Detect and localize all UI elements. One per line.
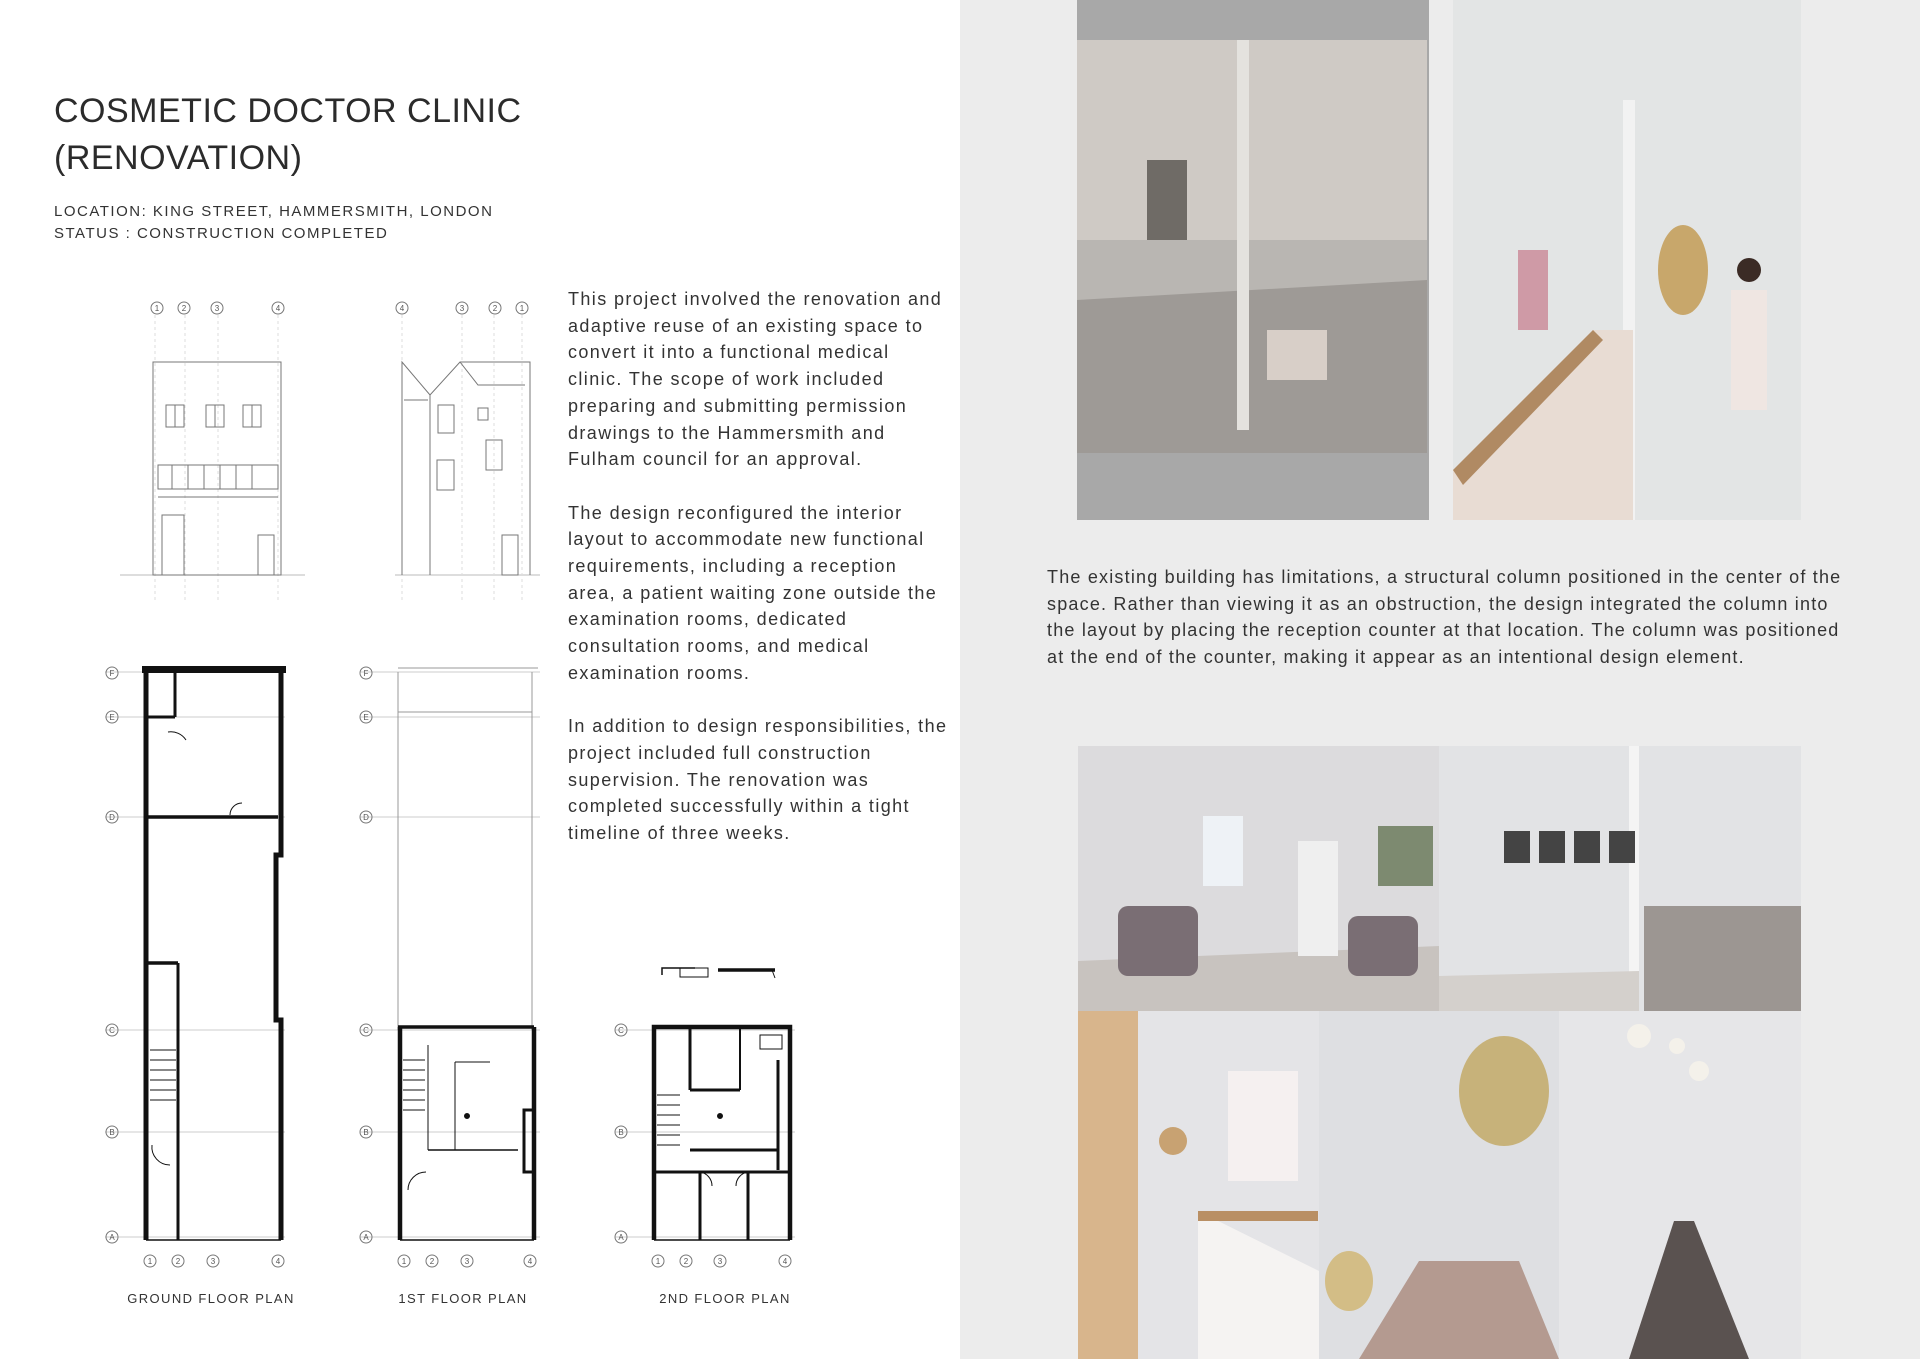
project-status: STATUS : CONSTRUCTION COMPLETED bbox=[54, 225, 389, 242]
svg-text:3: 3 bbox=[214, 304, 220, 313]
svg-text:3: 3 bbox=[717, 1257, 723, 1266]
svg-text:1: 1 bbox=[401, 1257, 407, 1266]
svg-text:2: 2 bbox=[683, 1257, 689, 1266]
svg-text:1: 1 bbox=[154, 304, 160, 313]
svg-text:D: D bbox=[363, 813, 369, 822]
reception-event-illustration bbox=[1453, 0, 1801, 520]
svg-text:B: B bbox=[618, 1128, 624, 1137]
svg-text:B: B bbox=[363, 1128, 369, 1137]
reception-counter-illustration bbox=[1439, 746, 1801, 1011]
project-location: LOCATION: KING STREET, HAMMERSMITH, LONDON bbox=[54, 203, 494, 220]
waiting-area-illustration bbox=[1078, 746, 1439, 1011]
svg-text:1: 1 bbox=[655, 1257, 661, 1266]
staircase-up-illustration bbox=[1559, 1011, 1801, 1359]
second-floor-grid-markers bbox=[615, 1024, 791, 1267]
front-elevation-drawing bbox=[120, 315, 305, 600]
svg-text:4: 4 bbox=[782, 1257, 788, 1266]
first-floor-grid-markers bbox=[360, 667, 536, 1267]
description-paragraph-3: In addition to design responsibilities, the project included full construction supervision. The renovation was completed successfully within a tight timeline of three weeks. bbox=[568, 716, 948, 844]
svg-text:3: 3 bbox=[459, 304, 465, 313]
svg-text:3: 3 bbox=[464, 1257, 470, 1266]
construction-site-illustration bbox=[1077, 0, 1429, 520]
ground-floor-plan-drawing bbox=[105, 666, 286, 1240]
project-title-line1: COSMETIC DOCTOR CLINIC bbox=[54, 92, 522, 130]
photo-hallway bbox=[1078, 1011, 1319, 1359]
photo-reception-counter bbox=[1439, 746, 1801, 1011]
svg-text:1: 1 bbox=[147, 1257, 153, 1266]
svg-text:C: C bbox=[363, 1026, 369, 1035]
ground-floor-grid-markers bbox=[106, 667, 284, 1267]
description-paragraph-1: This project involved the renovation and adaptive reuse of an existing space to convert it into a functional medical clinic. The scope of work included preparing and submitting permission drawings to the Hammersmith and Fulham council for an approval. bbox=[568, 289, 943, 470]
description-paragraph-2: The design reconfigured the interior layout to accommodate new functional requirements, including a reception area, a patient waiting zone outside the examination rooms, dedicated consultation rooms, and medical examination rooms. bbox=[568, 502, 938, 683]
svg-text:A: A bbox=[363, 1233, 369, 1242]
first-floor-plan-label: 1ST FLOOR PLAN bbox=[398, 1291, 528, 1306]
ground-floor-plan-label: GROUND FLOOR PLAN bbox=[127, 1291, 295, 1306]
svg-text:C: C bbox=[618, 1026, 624, 1035]
svg-text:F: F bbox=[363, 669, 369, 678]
svg-text:4: 4 bbox=[399, 304, 405, 313]
photo-waiting-area bbox=[1078, 746, 1439, 1011]
svg-text:2: 2 bbox=[492, 304, 498, 313]
svg-text:4: 4 bbox=[275, 304, 281, 313]
svg-text:4: 4 bbox=[275, 1257, 281, 1266]
photo-construction-before bbox=[1077, 0, 1429, 520]
first-floor-plan-drawing bbox=[360, 668, 540, 1240]
svg-text:E: E bbox=[363, 713, 369, 722]
photo-staircase-up bbox=[1559, 1011, 1801, 1359]
svg-text:B: B bbox=[109, 1128, 115, 1137]
staircase-down-illustration bbox=[1319, 1011, 1559, 1359]
svg-text:3: 3 bbox=[210, 1257, 216, 1266]
svg-text:C: C bbox=[109, 1026, 115, 1035]
svg-text:2: 2 bbox=[181, 304, 187, 313]
column-design-note: The existing building has limitations, a structural column positioned in the center of the space. Rather than viewing it as an obstruction, the design integrated the column into the layout by placing the reception counter at that location. The column was positioned at the end of the counter, making it appear as an intentional design element. bbox=[1047, 567, 1842, 668]
photo-reception-event bbox=[1453, 0, 1801, 520]
svg-text:D: D bbox=[109, 813, 115, 822]
svg-text:2: 2 bbox=[175, 1257, 181, 1266]
second-floor-plan-label: 2ND FLOOR PLAN bbox=[659, 1291, 791, 1306]
hallway-illustration bbox=[1078, 1011, 1319, 1359]
svg-text:4: 4 bbox=[527, 1257, 533, 1266]
svg-text:2: 2 bbox=[429, 1257, 435, 1266]
photo-staircase-down bbox=[1319, 1011, 1559, 1359]
side-elevation-drawing bbox=[395, 315, 540, 600]
side-elevation-grid-markers bbox=[396, 302, 528, 314]
front-elevation-grid-markers bbox=[151, 302, 284, 314]
svg-text:E: E bbox=[109, 713, 115, 722]
svg-text:A: A bbox=[109, 1233, 115, 1242]
svg-text:A: A bbox=[618, 1233, 624, 1242]
project-title-line2: (RENOVATION) bbox=[54, 139, 303, 177]
svg-text:F: F bbox=[109, 669, 115, 678]
svg-text:1: 1 bbox=[519, 304, 525, 313]
second-floor-plan-drawing bbox=[615, 968, 795, 1240]
